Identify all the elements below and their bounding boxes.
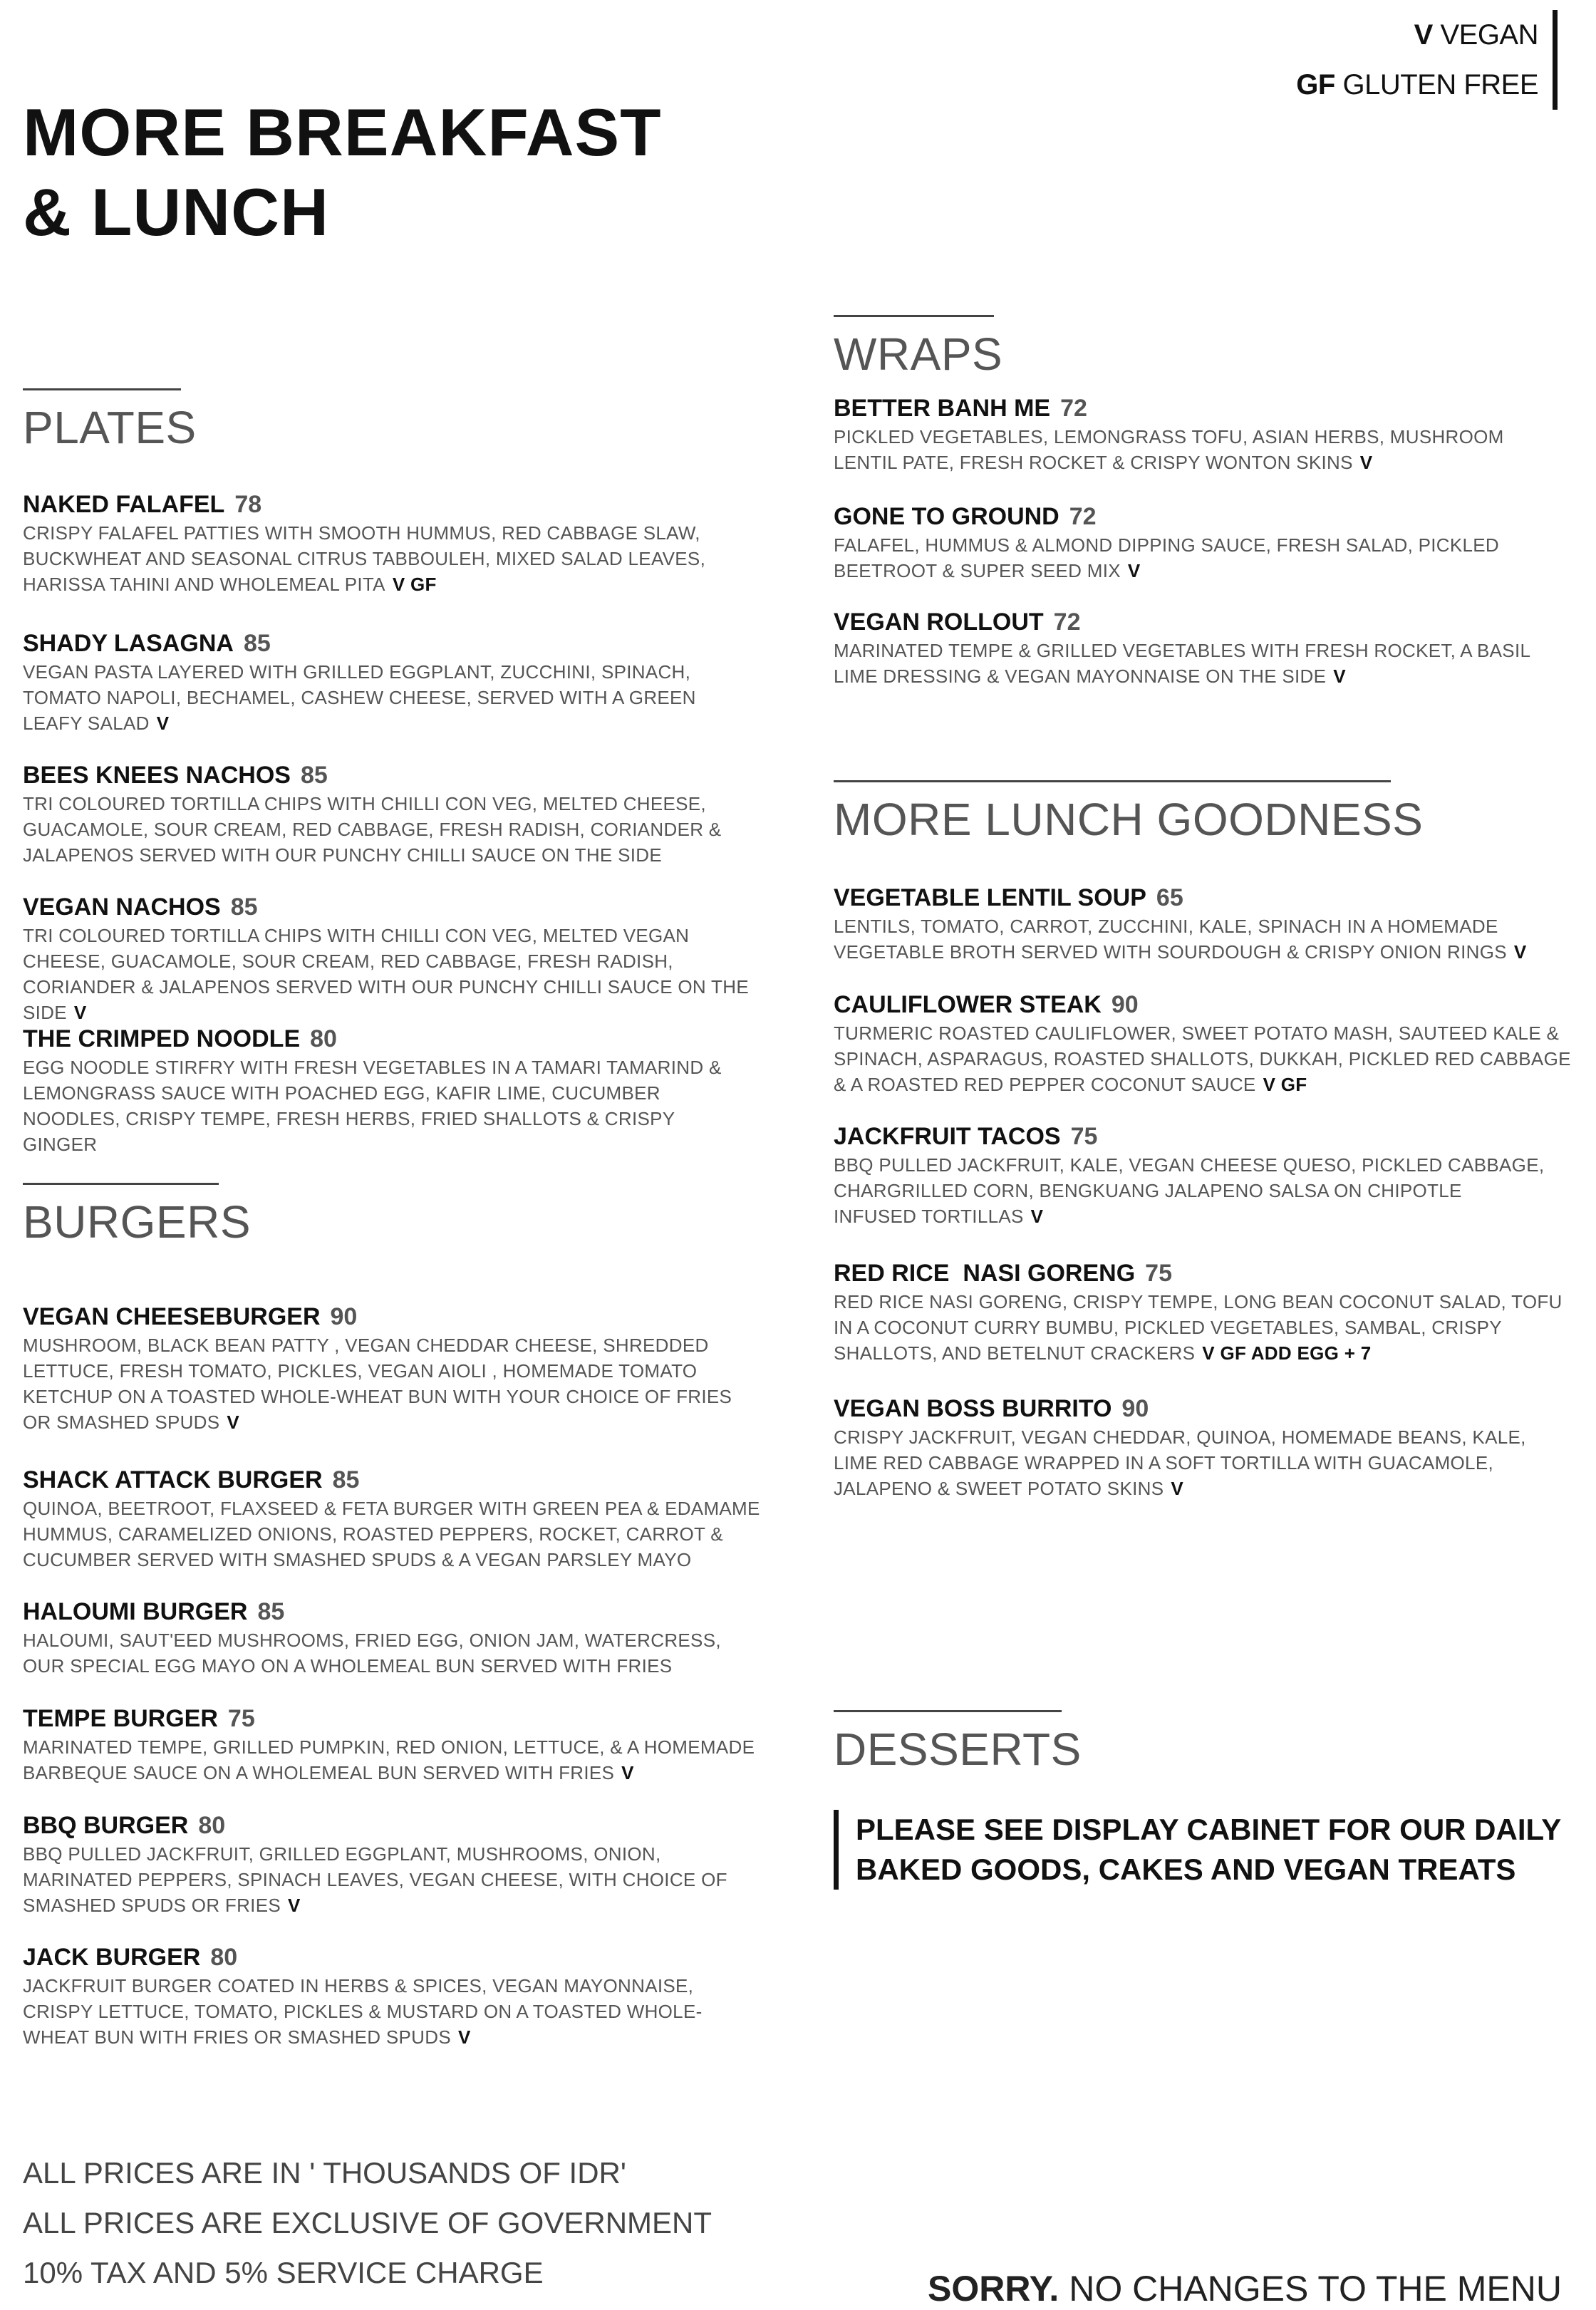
section-heading: PLATES xyxy=(23,402,197,453)
menu-item-vegan-rollout: VEGAN ROLLOUT 72 MARINATED TEMPE & GRILLED VEGETABLES WITH FRESH ROCKET, A BASIL LIME DRESSING & VEGAN MAYONNAISE ON THE SIDE V xyxy=(834,608,1530,687)
menu-item-vegan-nachos: VEGAN NACHOS 85 TRI COLOURED TORTILLA CHIPS WITH CHILLI CON VEG, MELTED VEGAN CHEESE, GUACAMOLE, SOUR CREAM, RED CABBAGE, FRESH RADISH, CORIANDER & JALAPENOS SERVED WITH OUR PUNCHY CHILLI SAUCE ON THE SIDE V xyxy=(23,894,749,1023)
menu-item-vegan-cheeseburger: VEGAN CHEESEBURGER 90 MUSHROOM, BLACK BEAN PATTY , VEGAN CHEDDAR CHEESE, SHREDDED LETTUCE, FRESH TOMATO, PICKLES, VEGAN AIOLI , HOMEMADE TOMATO KETCHUP ON A TOASTED WHOLE-WHEAT BUN WITH YOUR CHOICE OF FRIES OR SMASHED SPUDS V xyxy=(23,1303,732,1433)
legend-vegan: V VEGAN xyxy=(1414,19,1538,51)
menu-item-red-rice-nasi-goreng: RED RICE NASI GORENG 75 RED RICE NASI GORENG, CRISPY TEMPE, LONG BEAN COCONUT SALAD, TOFU IN A COCONUT CURRY BUMBU, PICKLED VEGETABLES, SAMBAL, CRISPY SHALLOTS, AND BETELNUT CRACKERS V GF ADD EGG + 7 xyxy=(834,1260,1563,1364)
menu-item-gone-to-ground: GONE TO GROUND 72 FALAFEL, HUMMUS & ALMOND DIPPING SAUCE, FRESH SALAD, PICKLED BEETROOT & SUPER SEED MIX V xyxy=(834,503,1499,581)
menu-item-crimped-noodle: THE CRIMPED NOODLE 80 EGG NOODLE STIRFRY WITH FRESH VEGETABLES IN A TAMARI TAMARIND & LEMONGRASS SAUCE WITH POACHED EGG, KAFIR LIME, CUCUMBER NOODLES, CRISPY TEMPE, FRESH HERBS, FRIED SHALLOTS & CRISPY GINGER xyxy=(23,1025,722,1155)
menu-item-bees-knees-nachos: BEES KNEES NACHOS 85 TRI COLOURED TORTILLA CHIPS WITH CHILLI CON VEG, MELTED CHEESE, GUACAMOLE, SOUR CREAM, RED CABBAGE, FRESH RADISH, CORIANDER & JALAPENOS SERVED WITH OUR PUNCHY CHILLI SAUCE ON THE SIDE xyxy=(23,762,722,866)
footer-prices-currency: ALL PRICES ARE IN ' THOUSANDS OF IDR' xyxy=(23,2156,626,2190)
section-wraps xyxy=(834,315,1002,380)
menu-item-naked-falafel: NAKED FALAFEL 78 CRISPY FALAFEL PATTIES WITH SMOOTH HUMMUS, RED CABBAGE SLAW, BUCKWHEAT AND SEASONAL CITRUS TABBOULEH, MIXED SALAD LEAVES, HARISSA TAHINI AND WHOLEMEAL PITA V GF xyxy=(23,491,706,595)
legend-gluten-free: GF GLUTEN FREE xyxy=(1296,69,1538,100)
menu-item-jack-burger: JACK BURGER 80 JACKFRUIT BURGER COATED IN HERBS & SPICES, VEGAN MAYONNAISE, CRISPY LETTUCE, TOMATO, PICKLES & MUSTARD ON A TOASTED WHOLE-WHEAT BUN WITH FRIES OR SMASHED SPUDS V xyxy=(23,1944,703,2048)
menu-item-better-banh-me: BETTER BANH ME 72 PICKLED VEGETABLES, LEMONGRASS TOFU, ASIAN HERBS, MUSHROOM LENTIL PATE, FRESH ROCKET & CRISPY WONTON SKINS V xyxy=(834,395,1504,473)
section-more-lunch-goodness xyxy=(834,780,1423,845)
desserts-notice: PLEASE SEE DISPLAY CABINET FOR OUR DAILY BAKED GOODS, CAKES AND VEGAN TREATS xyxy=(834,1810,1568,1890)
menu-item-cauliflower-steak: CAULIFLOWER STEAK 90 TURMERIC ROASTED CAULIFLOWER, SWEET POTATO MASH, SAUTEED KALE & SPINACH, ASPARAGUS, ROASTED SHALLOTS, DUKKAH, PICKLED RED CABBAGE & A ROASTED RED PEPPER COCONUT SAUCE V GF xyxy=(834,991,1571,1095)
menu-item-shady-lasagna: SHADY LASAGNA 85 VEGAN PASTA LAYERED WITH GRILLED EGGPLANT, ZUCCHINI, SPINACH, TOMATO NAPOLI, BECHAMEL, CASHEW CHEESE, SERVED WITH A GREEN LEAFY SALAD V xyxy=(23,630,696,734)
section-plates xyxy=(23,388,197,453)
page-title: MORE BREAKFAST & LUNCH xyxy=(23,95,662,249)
menu-item-vegan-boss-burrito: VEGAN BOSS BURRITO 90 CRISPY JACKFRUIT, VEGAN CHEDDAR, QUINOA, HOMEMADE BEANS, KALE, LIME RED CABBAGE WRAPPED IN A SOFT TORTILLA WITH GUACAMOLE, JALAPENO & SWEET POTATO SKINS V xyxy=(834,1395,1526,1499)
footer-prices-exclusive: ALL PRICES ARE EXCLUSIVE OF GOVERNMENT xyxy=(23,2206,712,2239)
menu-item-bbq-burger: BBQ BURGER 80 BBQ PULLED JACKFRUIT, GRILLED EGGPLANT, MUSHROOMS, ONION, MARINATED PEPPERS, SPINACH LEAVES, VEGAN CHEESE, WITH CHOICE OF SMASHED SPUDS OR FRIES V xyxy=(23,1812,727,1916)
section-heading: BURGERS xyxy=(23,1196,251,1248)
section-heading: DESSERTS xyxy=(834,1724,1082,1775)
menu-item-tempe-burger: TEMPE BURGER 75 MARINATED TEMPE, GRILLED PUMPKIN, RED ONION, LETTUCE, & A HOMEMADE BARBEQUE SAUCE ON A WHOLEMEAL BUN SERVED WITH FRIES V xyxy=(23,1705,755,1783)
footer-tax-service: 10% TAX AND 5% SERVICE CHARGE xyxy=(23,2256,544,2289)
dietary-legend xyxy=(1296,10,1558,110)
section-burgers xyxy=(23,1183,251,1248)
section-heading: WRAPS xyxy=(834,328,1003,380)
menu-item-haloumi-burger: HALOUMI BURGER 85 HALOUMI, SAUT'EED MUSHROOMS, FRIED EGG, ONION JAM, WATERCRESS, OUR SPECIAL EGG MAYO ON A WHOLEMEAL BUN SERVED WITH FRIES xyxy=(23,1598,721,1677)
no-changes-notice: SORRY. NO CHANGES TO THE MENU xyxy=(928,2269,1562,2309)
menu-item-vegetable-lentil-soup: VEGETABLE LENTIL SOUP 65 LENTILS, TOMATO, CARROT, ZUCCHINI, KALE, SPINACH IN A HOMEMADE VEGETABLE BROTH SERVED WITH SOURDOUGH & CRISPY ONION RINGS V xyxy=(834,884,1527,963)
section-heading: MORE LUNCH GOODNESS xyxy=(834,794,1424,845)
menu-item-shack-attack-burger: SHACK ATTACK BURGER 85 QUINOA, BEETROOT, FLAXSEED & FETA BURGER WITH GREEN PEA & EDAMAME HUMMUS, CARAMELIZED ONIONS, ROASTED PEPPERS, ROCKET, CARROT & CUCUMBER SERVED WITH SMASHED SPUDS & A VEGAN PARSLEY MAYO xyxy=(23,1466,760,1570)
section-desserts xyxy=(834,1710,1082,1775)
menu-item-jackfruit-tacos: JACKFRUIT TACOS 75 BBQ PULLED JACKFRUIT, KALE, VEGAN CHEESE QUESO, PICKLED CABBAGE, CHARGRILLED CORN, BENGKUANG JALAPENO SALSA ON CHIPOTLE INFUSED TORTILLAS V xyxy=(834,1123,1545,1227)
